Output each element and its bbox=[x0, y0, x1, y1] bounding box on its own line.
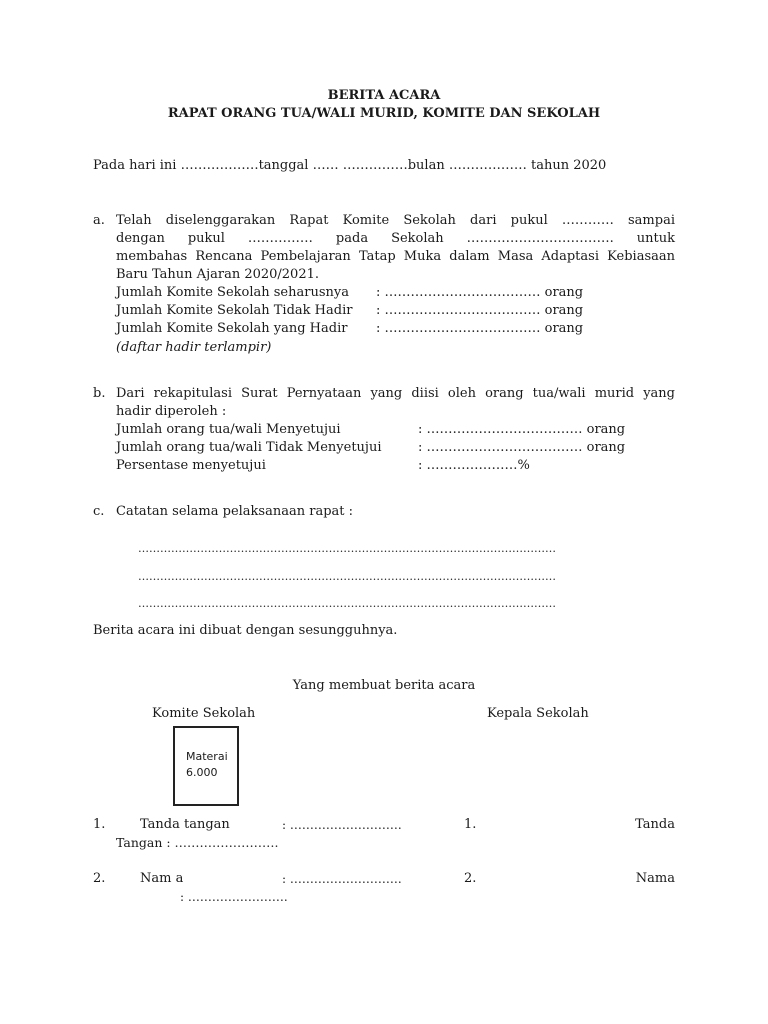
closing-statement: Berita acara ini dibuat dengan sesungguhnya. bbox=[93, 623, 398, 638]
notes-line: …………………………………………………………………………………………………… bbox=[138, 542, 556, 555]
section-a-line: membahas Rencana Pembelajaran Tatap Muka dalam Masa Adaptasi Kebiasaan bbox=[116, 249, 675, 264]
notes-line: …………………………………………………………………………………………………… bbox=[138, 570, 556, 583]
row-value: : ……………………………… orang bbox=[376, 303, 584, 318]
row-value: : ……………………………… orang bbox=[418, 440, 626, 455]
row-value: : ……………………………… orang bbox=[376, 321, 584, 336]
name-label-right: Nama bbox=[635, 871, 675, 886]
row-label: Jumlah Komite Sekolah seharusnya bbox=[116, 285, 349, 300]
sig-label: Tanda tangan bbox=[140, 817, 230, 832]
left-signatory-title: Komite Sekolah bbox=[152, 706, 256, 721]
section-b-line: hadir diperoleh : bbox=[116, 404, 227, 419]
row-label: Persentase menyetujui bbox=[116, 458, 266, 473]
made-by-label: Yang membuat berita acara bbox=[292, 678, 476, 693]
name-continuation: : ……………………. bbox=[180, 890, 288, 904]
stamp-value: 6.000 bbox=[186, 766, 218, 779]
row-label: Jumlah Komite Sekolah Tidak Hadir bbox=[116, 303, 353, 318]
date-line: Pada hari ini ………………tanggal …… ……………bulan ……………… tahun 2020 bbox=[93, 158, 607, 173]
row-label: Jumlah Komite Sekolah yang Hadir bbox=[116, 321, 348, 336]
section-a-marker: a. bbox=[93, 213, 105, 228]
stamp-label: Materai bbox=[186, 750, 228, 763]
sig-continuation: Tangan : ……………………. bbox=[116, 835, 279, 850]
section-c-marker: c. bbox=[93, 504, 105, 519]
name-num-right: 2. bbox=[464, 871, 477, 886]
doc-title: BERITA ACARA bbox=[327, 88, 441, 103]
section-b-marker: b. bbox=[93, 386, 106, 401]
doc-subtitle: RAPAT ORANG TUA/WALI MURID, KOMITE DAN SEKOLAH bbox=[167, 106, 601, 121]
section-a-line: Baru Tahun Ajaran 2020/2021. bbox=[116, 267, 320, 282]
sig-field: : ………………………. bbox=[282, 818, 402, 832]
stamp-duty-box bbox=[173, 726, 239, 806]
attendance-note: (daftar hadir terlampir) bbox=[116, 340, 272, 355]
notes-line: …………………………………………………………………………………………………… bbox=[138, 597, 556, 610]
name-num: 2. bbox=[93, 871, 106, 886]
section-b-line: Dari rekapitulasi Surat Pernyataan yang diisi oleh orang tua/wali murid yang bbox=[116, 386, 675, 401]
section-a-line: dengan pukul …………… pada Sekolah ……………………………. untuk bbox=[116, 231, 675, 246]
row-value: : …………………% bbox=[418, 458, 530, 473]
sig-num: 1. bbox=[93, 817, 106, 832]
row-value: : ……………………………… orang bbox=[418, 422, 626, 437]
section-a-line: Telah diselenggarakan Rapat Komite Sekolah dari pukul ………… sampai bbox=[116, 213, 675, 228]
sig-label-right: Tanda bbox=[635, 817, 675, 832]
name-label: Nam a bbox=[140, 871, 184, 886]
right-signatory-title: Kepala Sekolah bbox=[487, 706, 589, 721]
sig-num-right: 1. bbox=[464, 817, 477, 832]
section-c-label: Catatan selama pelaksanaan rapat : bbox=[116, 504, 354, 519]
row-label: Jumlah orang tua/wali Menyetujui bbox=[116, 422, 341, 437]
row-value: : ……………………………… orang bbox=[376, 285, 584, 300]
name-field: : ………………………. bbox=[282, 872, 402, 886]
row-label: Jumlah orang tua/wali Tidak Menyetujui bbox=[116, 440, 382, 455]
